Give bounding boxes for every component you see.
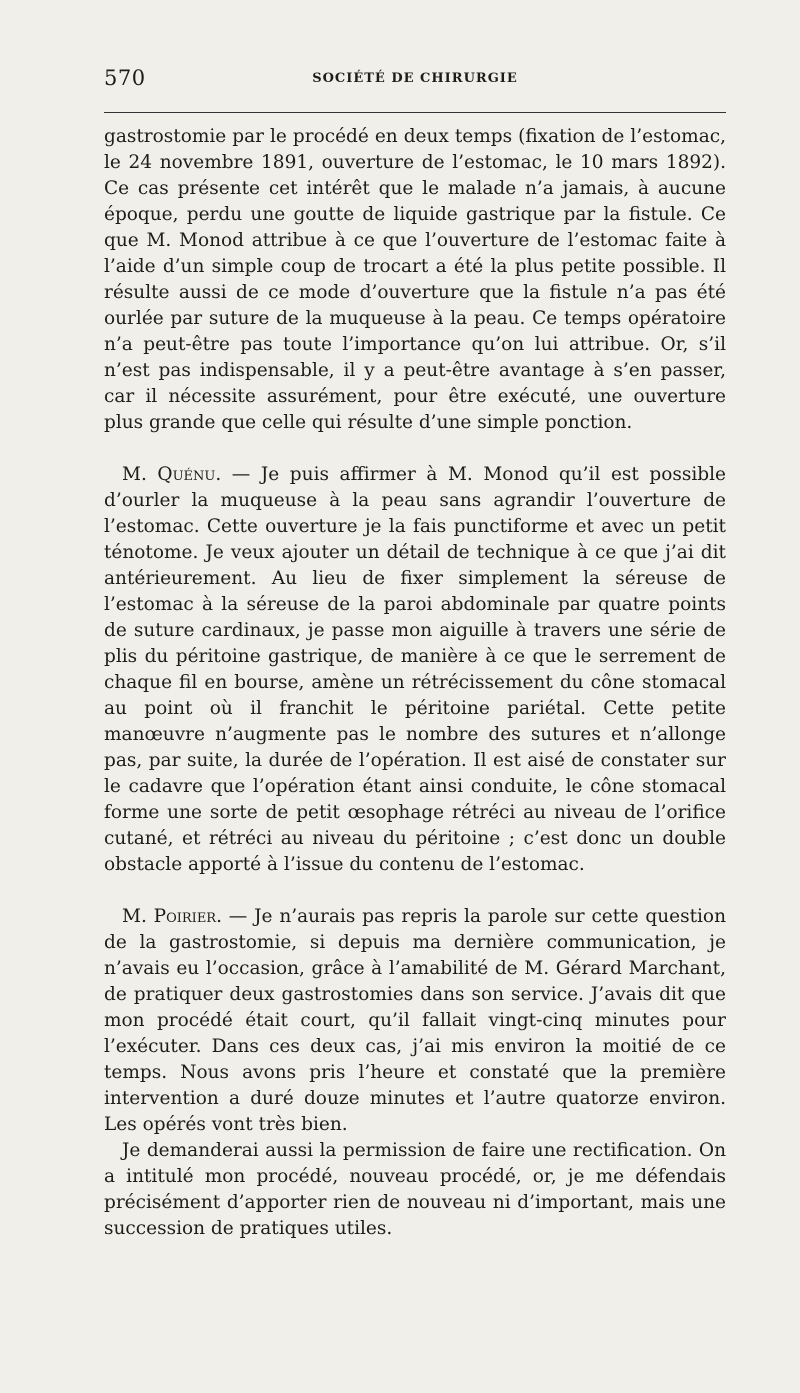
speaker-poirier: Poirier [153, 906, 217, 927]
running-head: SOCIÉTÉ DE CHIRURGIE [312, 71, 518, 86]
paragraph-2-prefix: M. [122, 464, 158, 485]
paragraph-3 [104, 904, 726, 1138]
speaker-quenu: Quénu [157, 464, 216, 485]
paragraph-spacer [104, 436, 726, 462]
paragraph-4: Je demanderai aussi la permission de faire une rectification. On a intitulé mon procédé, nouveau procédé, or, je me défendais précisément d’apporter rien de nouveau ni d’important, mais une succession de pratiques utiles. [104, 1140, 726, 1239]
paragraph-1: gastrostomie par le procédé en deux temps (fixation de l’estomac, le 24 novembre 1891, ouverture de l’estomac, le 10 mars 1892). Ce cas présente cet intérêt que le malade n’a jamais, à aucune époque, perdu une goutte de liquide gastrique par la fistule. Ce que M. Monod attribue à ce que l’ouverture de l’estomac faite à l’aide d’un simple coup de trocart a été la plus petite possible. Il résulte aussi de ce mode d’ouverture que la fistule n’a pas été ourlée par suture de la muqueuse à la peau. Ce temps opératoire n’a peut-être pas toute l’importance qu’on lui attribue. Or, s’il n’est pas indispensable, il y a peut-être avantage à s’en passer, car il nécessite assurément, pour être exécuté, une ouverture plus grande que celle qui résulte d’une simple ponction. [104, 126, 726, 433]
body-text [104, 124, 726, 1242]
paragraph-spacer [104, 878, 726, 904]
paragraph-3-text: . — Je n’aurais pas repris la parole sur cette question de la gastrostomie, si depuis ma dernière communication, je n’avais eu l’occasion, grâce à l’amabilité de M. Gérard Marchant, de pratiquer deux gastrostomies dans son service. J’avais dit que mon procédé était court, qu’il fallait vingt-cinq minutes pour l’exécuter. Dans ces deux cas, j’ai mis environ la moitié de ce temps. Nous avons pris l’heure et constaté que la première intervention a duré douze minutes et l’autre quatorze environ. Les opérés vont très bien. [104, 906, 726, 1135]
page-header [104, 66, 726, 100]
header-rule [104, 112, 726, 113]
paragraph-2 [104, 462, 726, 878]
paragraph-3-prefix: M. [122, 906, 154, 927]
page-number: 570 [104, 66, 146, 90]
paragraph-2-text: . — Je puis affirmer à M. Monod qu’il est possible d’ourler la muqueuse à la peau sans agrandir l’ouverture de l’estomac. Cette ouverture je la fais punctiforme et avec un petit ténotome. Je veux ajouter un détail de technique à ce que j’ai dit antérieurement. Au lieu de fixer simplement la séreuse de l’estomac à la séreuse de la paroi abdominale par quatre points de suture cardinaux, je passe mon aiguille à travers une série de plis du péritoine gastrique, de manière à ce que le serrement de chaque fil en bourse, amène un rétrécissement du cône stomacal au point où il franchit le péritoine pariétal. Cette petite manœuvre n’augmente pas le nombre des sutures et n’allonge pas, par suite, la durée de l’opération. Il est aisé de constater sur le cadavre que l’opération étant ainsi conduite, le cône stomacal forme une sorte de petit œsophage rétréci au niveau de l’orifice cutané, et rétréci au niveau du péritoine ; c’est donc un double obstacle apporté à l’issue du contenu de l’estomac. [104, 464, 726, 875]
